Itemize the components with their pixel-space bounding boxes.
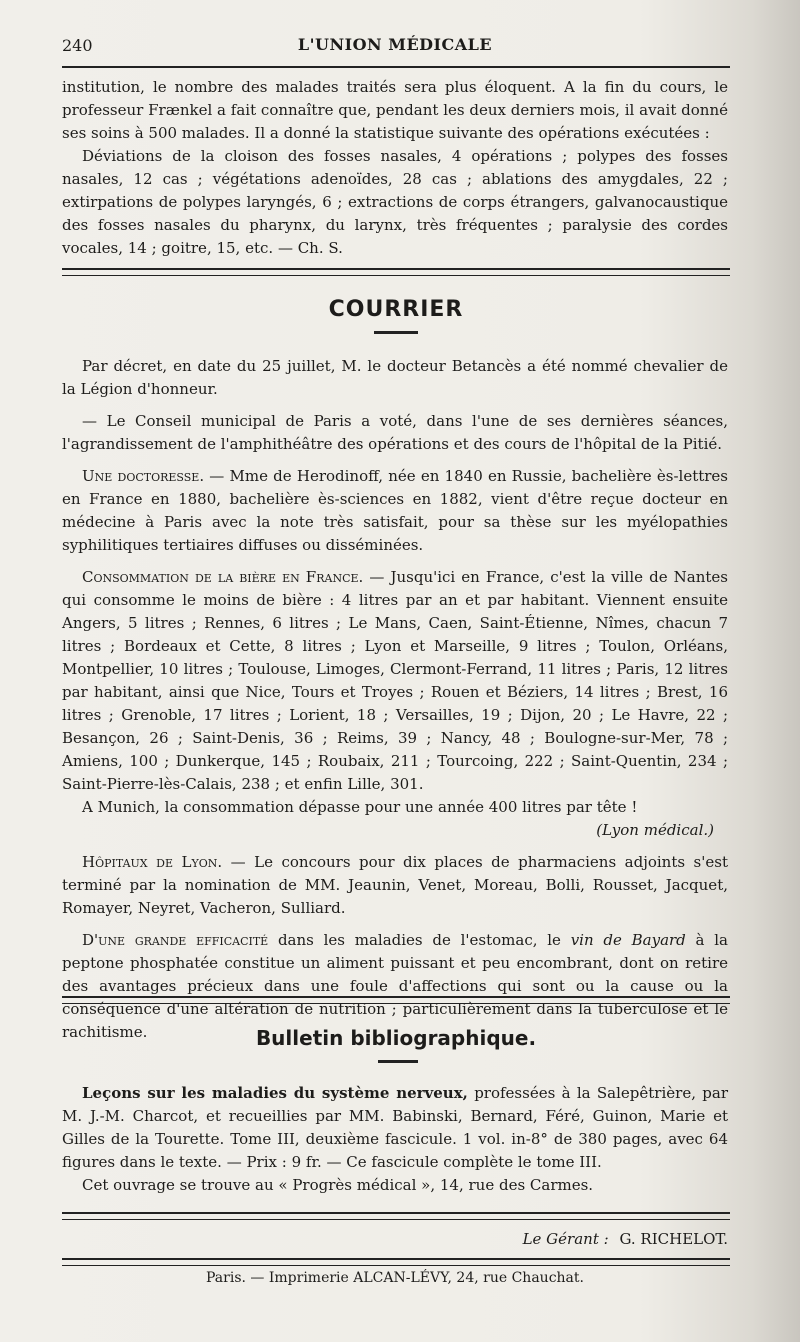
page-number: 240 — [62, 36, 93, 55]
header-rule — [62, 66, 730, 68]
bulletin-title: Bulletin bibliographique. — [255, 1026, 537, 1050]
section-divider — [62, 1212, 730, 1220]
courrier-paragraph-7: D'une grande efficacité dans les maladies de l'estomac, le vin de Bayard à la peptone phosphatée constitue un aliment puissant et peu encombrant, dont on retire des avantages précieux dans une foule d'affections qui sont ou la cause ou la conséquence d'une altération de nutrition ; particulièrement dans la tuberculose et le rachitisme. — [62, 931, 728, 1041]
rubric-consommation: Consommation de la bière en France. — [82, 568, 364, 586]
rubric-doctoresse: Une doctoresse. — [82, 467, 205, 485]
title-underline — [374, 331, 418, 334]
courrier-paragraph-5: A Munich, la consommation dépasse pour une année 400 litres par tête ! — [82, 798, 638, 816]
section-divider — [62, 996, 730, 1004]
intro-paragraph-1: institution, le nombre des malades traités sera plus éloquent. A la fin du cours, le professeur Frænkel a fait connaître que, pendant les deux derniers mois, il avait donné ses soins à 500 malades. Il a donné la statistique suivante des opérations exécutées : — [62, 78, 728, 142]
courrier-text — [62, 355, 728, 1044]
title-underline — [378, 1060, 418, 1063]
imprint: Paris. — Imprimerie ALCAN-LÉVY, 24, rue Chauchat. — [206, 1270, 584, 1286]
bulletin-paragraph-2: Cet ouvrage se trouve au « Progrès médical », 14, rue des Carmes. — [82, 1176, 594, 1194]
courrier-paragraph-1: Par décret, en date du 25 juillet, M. le docteur Betancès a été nommé chevalier de la Légion d'honneur. — [62, 357, 728, 398]
product-name: vin de Bayard — [570, 931, 686, 949]
courrier-paragraph-3: Une doctoresse. — Mme de Herodinoff, née en 1840 en Russie, bachelière ès-lettres en France en 1880, bachelière ès-sciences en 1882, vient d'être reçue docteur en médecine à Paris avec la note très satisfait, pour sa thèse sur les myélopathies syphilitiques tertiaires diffuses ou disséminées. — [62, 467, 728, 554]
footer-divider — [62, 1258, 730, 1266]
courrier-paragraph-4: Consommation de la bière en France. — Jusqu'ici en France, c'est la ville de Nantes qui consomme le moins de bière : 4 litres par an et par habitant. Viennent ensuite Angers, 5 litres ; Rennes, 6 litres ; Le Mans, Caen, Saint-Étienne, Nîmes, chacun 7 litres ; Bordeaux et Cette, 8 litres ; Lyon et Marseille, 9 litres ; Toulon, Orléans, Montpellier, 10 litres ; Toulouse, Limoges, Clermont-Ferrand, 11 litres ; Paris, 12 litres par habitant, ainsi que Nice, Tours et Troyes ; Rouen et Béziers, 14 litres ; Brest, 16 litres ; Grenoble, 17 litres ; Lorient, 18 ; Versailles, 19 ; Dijon, 20 ; Le Havre, 22 ; Besançon, 26 ; Saint-Denis, 36 ; Reims, 39 ; Nancy, 48 ; Boulogne-sur-Mer, 78 ; Amiens, 100 ; Dunkerque, 145 ; Roubaix, 211 ; Tourcoing, 222 ; Saint-Quentin, 234 ; Saint-Pierre-lès-Calais, 238 ; et enfin Lille, 301. — [62, 568, 728, 793]
running-header — [62, 32, 728, 60]
intro-text — [62, 76, 728, 260]
book-title: Leçons sur les maladies du système nerveux, — [82, 1084, 468, 1102]
courrier-paragraph-6: Hôpitaux de Lyon. — Le concours pour dix places de pharmaciens adjoints s'est terminé par la nomination de MM. Jeaunin, Venet, Moreau, Bolli, Rousset, Jacquet, Romayer, Neyret, Vacheron, Sulliard. — [62, 853, 728, 917]
courrier-paragraph-2: — Le Conseil municipal de Paris a voté, dans l'une de ses dernières séances, l'agrandissement de l'amphithéâtre des opérations et des cours de l'hôpital de la Pitié. — [62, 412, 728, 453]
source-citation: (Lyon médical.) — [596, 821, 714, 839]
signature-label: Le Gérant : — [522, 1230, 609, 1248]
running-title: L'UNION MÉDICALE — [297, 35, 493, 54]
rubric-efficacite: D'une grande efficacité — [82, 931, 269, 949]
signature-name: G. RICHELOT. — [619, 1230, 728, 1248]
courrier-title: COURRIER — [328, 297, 464, 322]
section-divider — [62, 268, 730, 276]
bulletin-paragraph-1: Leçons sur les maladies du système nerveux, professées à la Salepêtrière, par M. J.-M. Charcot, et recueillies par MM. Babinski, Bernard, Féré, Guinon, Marie et Gilles de la Tourette. Tome III, deuxième fascicule. 1 vol. in-8° de 380 pages, avec 64 figures dans le texte. — Prix : 9 fr. — Ce fascicule complète le tome III. — [62, 1084, 728, 1171]
signature — [62, 1228, 728, 1251]
intro-paragraph-2: Déviations de la cloison des fosses nasales, 4 opérations ; polypes des fosses nasales, 12 cas ; végétations adenoïdes, 28 cas ; ablations des amygdales, 22 ; extirpations de polypes laryngés, 6 ; extractions de corps étrangers, galvanocaustique des fosses nasales du pharynx, du larynx, très fréquentes ; paralysie des cordes vocales, 14 ; goitre, 15, etc. — Ch. S. — [62, 147, 728, 257]
rubric-hopitaux: Hôpitaux de Lyon. — [82, 853, 223, 871]
bulletin-text — [62, 1082, 728, 1197]
